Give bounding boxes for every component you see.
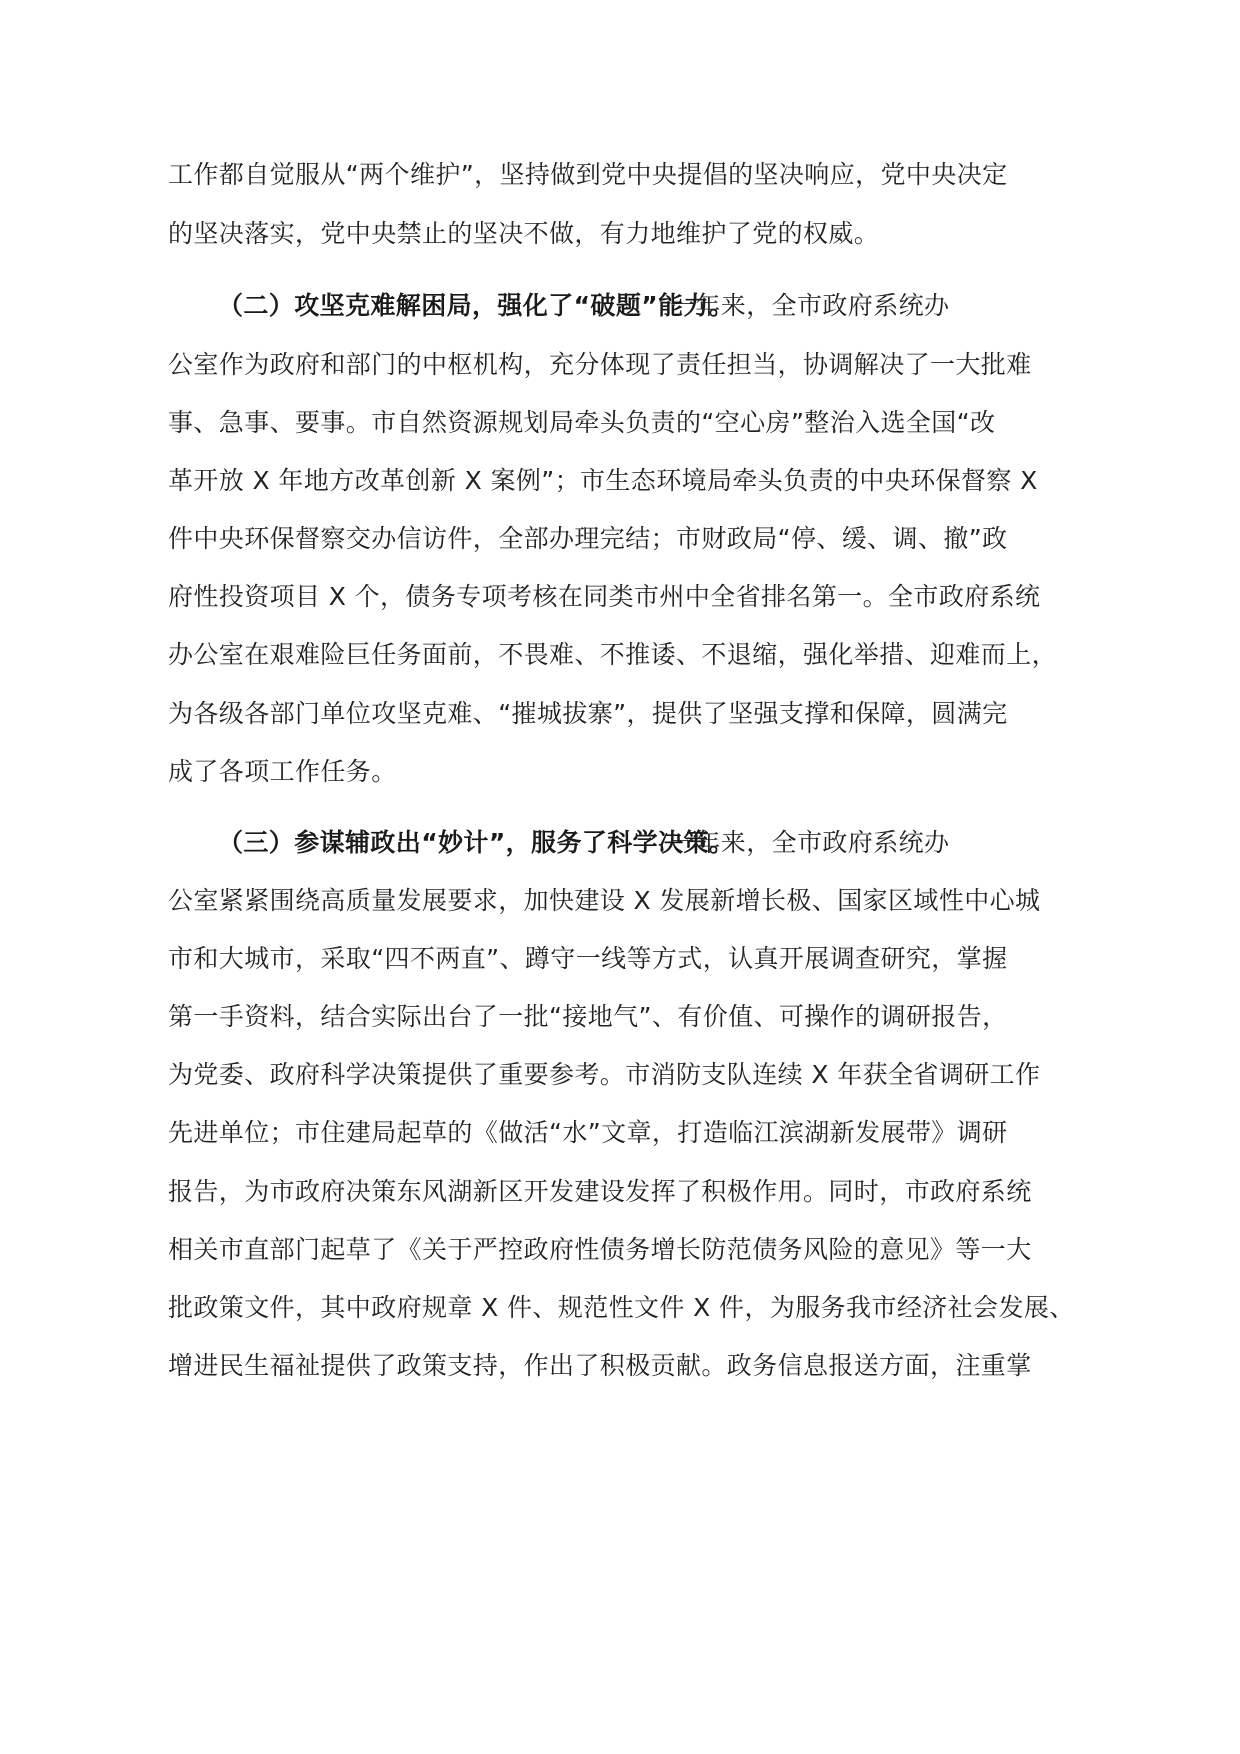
paragraph-3-line-3 (0, 939, 1240, 979)
body-text: 批政策文件，其中政府规章 X 件、规范性文件 X 件，为服务我市经济社会发展、 (168, 1293, 1075, 1322)
paragraph-2-line-3 (0, 403, 1240, 443)
body-text: 事、急事、要事。市自然资源规划局牵头负责的“空心房”整治入选全国“改 (168, 408, 996, 437)
section-heading-2: （二）攻坚克难解困局，强化了“破题”能力。 (218, 291, 735, 320)
body-text: 公室紧紧围绕高质量发展要求，加快建设 X 发展新增长极、国家区域性中心城 (168, 886, 1041, 915)
body-text: 工作都自觉服从“两个维护”，坚持做到党中央提倡的坚决响应，党中央决定 (168, 160, 1008, 189)
paragraph-3-line-8 (0, 1230, 1240, 1270)
paragraph-3-line-10 (0, 1346, 1240, 1386)
body-text: 市和大城市，采取“四不两直”、蹲守一线等方式，认真开展调查研究，掌握 (168, 944, 1008, 973)
paragraph-2-line-8 (0, 694, 1240, 734)
body-text: 为各级各部门单位攻坚克难、“摧城拔寨”，提供了坚强支撑和保障，圆满完 (168, 699, 1008, 728)
paragraph-2-line-9 (0, 752, 1240, 792)
body-text: 办公室在艰难险巨任务面前，不畏难、不推诿、不退缩，强化举措、迎难而上， (168, 640, 1058, 669)
paragraph-2-line-7 (0, 635, 1240, 675)
paragraph-3-line-2 (0, 881, 1240, 921)
body-text: 公室作为政府和部门的中枢机构，充分体现了责任担当，协调解决了一大批难 (168, 350, 1032, 379)
paragraph-3-line-9 (0, 1288, 1240, 1328)
body-text: 一年来，全市政府系统办 (670, 291, 950, 320)
paragraph-1-line-1 (0, 155, 1240, 195)
section-heading-3: （三）参谋辅政出“妙计”，服务了科学决策。 (218, 828, 735, 857)
paragraph-3-line-7 (0, 1172, 1240, 1212)
body-text: 件中央环保督察交办信访件，全部办理完结；市财政局“停、缓、调、撤”政 (168, 524, 1008, 553)
paragraph-3-line-6 (0, 1113, 1240, 1153)
paragraph-3-line-1 (0, 823, 1240, 863)
body-text: 为党委、政府科学决策提供了重要参考。市消防支队连续 X 年获全省调研工作 (168, 1060, 1041, 1089)
paragraph-3-line-4 (0, 997, 1240, 1037)
body-text: 报告，为市政府决策东风湖新区开发建设发挥了积极作用。同时，市政府系统 (168, 1177, 1032, 1206)
body-text: 的坚决落实，党中央禁止的坚决不做，有力地维护了党的权威。 (168, 219, 880, 248)
paragraph-2-line-4 (0, 461, 1240, 501)
paragraph-2-line-2 (0, 345, 1240, 385)
paragraph-2-line-5 (0, 519, 1240, 559)
body-text: 一年来，全市政府系统办 (670, 828, 950, 857)
body-text: 增进民生福祉提供了政策支持，作出了积极贡献。政务信息报送方面，注重掌 (168, 1351, 1032, 1380)
body-text: 先进单位；市住建局起草的《做活“水”文章，打造临江滨湖新发展带》调研 (168, 1118, 1008, 1147)
paragraph-2-line-6 (0, 577, 1240, 617)
body-text: 府性投资项目 X 个，债务专项考核在同类市州中全省排名第一。全市政府系统 (168, 582, 1041, 611)
body-text: 第一手资料，结合实际出台了一批“接地气”、有价值、可操作的调研报告， (168, 1002, 1008, 1031)
body-text: 革开放 X 年地方改革创新 X 案例”；市生态环境局牵头负责的中央环保督察 X (168, 466, 1038, 495)
paragraph-3-line-5 (0, 1055, 1240, 1095)
body-text: 成了各项工作任务。 (168, 757, 397, 786)
paragraph-1-line-2 (0, 214, 1240, 254)
paragraph-2-line-1 (0, 286, 1240, 326)
body-text: 相关市直部门起草了《关于严控政府性债务增长防范债务风险的意见》等一大 (168, 1235, 1032, 1264)
